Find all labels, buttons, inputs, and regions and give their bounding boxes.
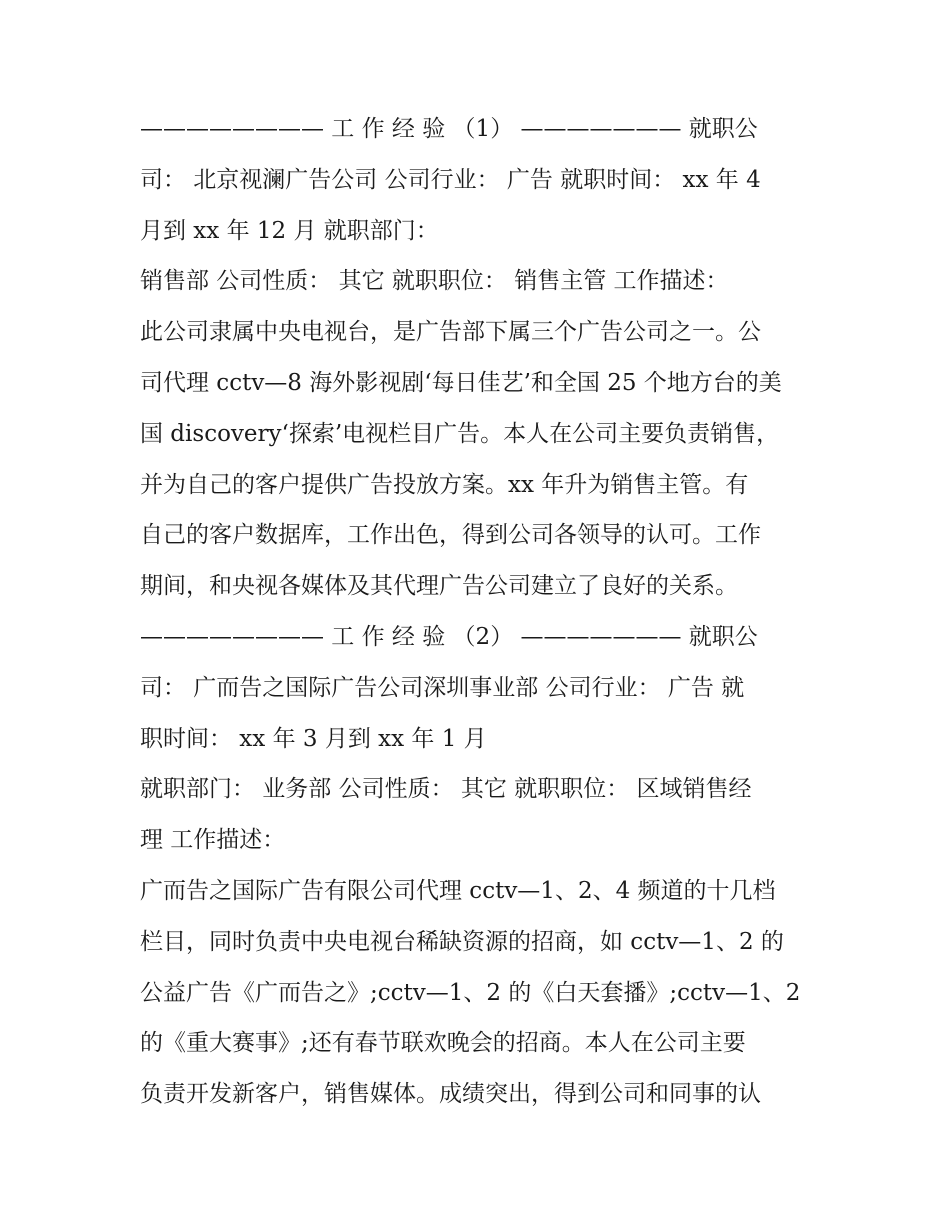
text-line-1: ———————— 工 作 经 验 （1） ——————— 就职公 xyxy=(140,116,758,142)
document-page xyxy=(140,104,820,1120)
text-line-5: 此公司隶属中央电视台，是广告部下属三个广告公司之一。公 xyxy=(140,319,761,346)
text-line-11: ———————— 工 作 经 验 （2） ——————— 就职公 xyxy=(140,623,758,650)
text-line-18: 公益广告《广而告之》;cctv—1、2 的《白天套播》;cctv—1、2 xyxy=(140,979,801,1006)
text-line-17: 栏目，同时负责中央电视台稀缺资源的招商，如 cctv—1、2 的 xyxy=(140,928,784,955)
text-line-8: 并为自己的客户提供广告投放方案。xx 年升为销售主管。有 xyxy=(140,471,749,498)
text-line-19: 的《重大赛事》;还有春节联欢晚会的招商。本人在公司主要 xyxy=(140,1030,746,1057)
text-line-2: 司： 北京视澜广告公司 公司行业： 广告 就职时间： xx 年 4 xyxy=(140,166,761,193)
text-line-12: 司： 广而告之国际广告公司深圳事业部 公司行业： 广告 就 xyxy=(140,674,745,701)
text-line-10: 期间，和央视各媒体及其代理广告公司建立了良好的关系。 xyxy=(140,573,738,600)
text-line-16: 广而告之国际广告有限公司代理 cctv—1、2、4 频道的十几档 xyxy=(140,877,776,904)
text-line-15: 理 工作描述： xyxy=(140,827,286,854)
text-line-20: 负责开发新客户，销售媒体。成绩突出，得到公司和同事的认 xyxy=(140,1081,761,1108)
text-line-3: 月到 xx 年 12 月 就职部门： xyxy=(140,217,439,244)
text-line-4: 销售部 公司性质： 其它 就职职位： 销售主管 工作描述： xyxy=(140,268,729,295)
text-line-6: 司代理 cctv—8 海外影视剧‘每日佳艺’和全国 25 个地方台的美 xyxy=(140,369,782,396)
text-line-7: 国 discovery‘探索’电视栏目广告。本人在公司主要负责销售， xyxy=(140,420,780,447)
text-line-9: 自己的客户数据库，工作出色，得到公司各领导的认可。工作 xyxy=(140,522,761,549)
text-line-13: 职时间： xx 年 3 月到 xx 年 1 月 xyxy=(140,725,487,752)
text-line-14: 就职部门： 业务部 公司性质： 其它 就职职位： 区域销售经 xyxy=(140,776,752,803)
